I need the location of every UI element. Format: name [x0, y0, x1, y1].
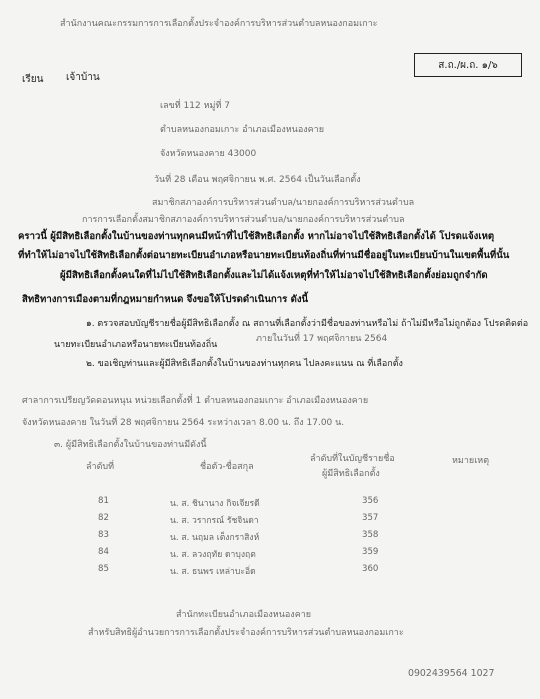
address-line-1: เลขที่ 112 หมู่ที่ 7 [160, 101, 230, 111]
table-row [0, 513, 540, 529]
footer-phone: 0902439564 1027 [408, 668, 495, 679]
salutation-label: เรียน [22, 74, 44, 85]
col-header-note: หมายเหตุ [452, 456, 490, 466]
address-line-3: จังหวัดหนองคาย 43000 [160, 149, 257, 159]
row-no: 82 [98, 513, 109, 523]
address-line-2: ตำบลหนองกอมเกาะ อำเภอเมืองหนองคาย [160, 125, 324, 135]
election-date-line: วันที่ 28 เดือน พฤศจิกายน พ.ศ. 2564 เป็นวันเลือกตั้ง [154, 175, 361, 185]
row-no: 85 [98, 564, 109, 574]
col-header-seq-2: ผู้มีสิทธิเลือกตั้ง [322, 469, 380, 479]
row-seq: 359 [362, 547, 379, 557]
row-seq: 358 [362, 530, 379, 540]
venue-line-2: จังหวัดหนองคาย ในวันที่ 28 พฤศจิกายน 2564 ระหว่างเวลา 8.00 น. ถึง 17.00 น. [22, 418, 345, 428]
col-header-no: ลำดับที่ [86, 462, 115, 472]
instruction-1a: ๑. ตรวจสอบบัญชีรายชื่อผู้มีสิทธิเลือกตั้ง ณ สถานที่เลือกตั้งว่ามีชื่อของท่านหรือไม่ ถ้าไม่มีหรือไม่ถูกต้อง โปรดติดต่อ [86, 319, 529, 329]
row-seq: 357 [362, 513, 379, 523]
notice-line-5: สิทธิทางการเมืองตามที่กฎหมายกำหนด จึงขอให้โปรดดำเนินการ ดังนี้ [22, 294, 309, 305]
salutation-name: เจ้าบ้าน [66, 72, 100, 83]
form-code: ส.ถ./ผ.ถ. ๑/๖ [438, 59, 498, 71]
notice-line-2: คราวนี้ ผู้มีสิทธิเลือกตั้งในบ้านของท่านทุกคนมีหน้าที่ไปใช้สิทธิเลือกตั้ง หากไม่อาจไปใช้สิทธิเลือกตั้งได้ โปรดแจ้งเหตุ [18, 231, 495, 242]
form-code-box [414, 53, 522, 77]
row-name: น. ส. นฤมล เต็งกราสิงห์ [170, 533, 260, 543]
row-name: น. ส. ธนพร เหล่าบะอิ่ด [170, 567, 256, 577]
instruction-1b: นายทะเบียนอำเภอหรือนายทะเบียนท้องถิ่น [54, 340, 218, 350]
instruction-2: ๒. ขอเชิญท่านและผู้มีสิทธิเลือกตั้งในบ้านของท่านทุกคน ไปลงคะแนน ณ ที่เลือกตั้ง [86, 359, 403, 369]
table-row [0, 564, 540, 580]
row-name: น. ส. ลวงฤทัย ดาบุงฤต [170, 550, 256, 560]
col-header-name: ชื่อตัว-ชื่อสกุล [200, 462, 254, 472]
venue-line-1: ศาลาการเปรียญวัดดอนหนุน หน่วยเลือกตั้งที่ 1 ตำบลหนองกอมเกาะ อำเภอเมืองหนองคาย [22, 396, 369, 406]
notice-line-4: ผู้มีสิทธิเลือกตั้งคนใดที่ไม่ไปใช้สิทธิเลือกตั้งและไม่ได้แจ้งเหตุที่ทำให้ไม่อาจไปใช้สิทธิเลือกตั้งย่อมถูกจำกัด [60, 270, 488, 281]
row-seq: 360 [362, 564, 379, 574]
voters-list-heading: ๓. ผู้มีสิทธิเลือกตั้งในบ้านของท่านมีดังนี้ [54, 440, 207, 450]
instruction-1c-deadline: ภายในวันที่ 17 พฤศจิกายน 2564 [256, 334, 388, 344]
row-name: น. ส. ชินานาง กิจเจียรดี [170, 499, 260, 509]
row-no: 83 [98, 530, 109, 540]
notice-line-3: ที่ทำให้ไม่อาจไปใช้สิทธิเลือกตั้งต่อนายทะเบียนอำเภอหรือนายทะเบียนท้องถิ่นที่ท่านมีชื่ออยู่ในทะเบียนบ้านในเขตพื้นที่นั้น [18, 250, 510, 261]
row-no: 81 [98, 496, 109, 506]
footer-signatory: สำหรับสิทธิผู้อำนวยการการเลือกตั้งประจำองค์การบริหารส่วนตำบลหนองกอมเกาะ [88, 628, 404, 638]
election-type-line: สมาชิกสภาองค์การบริหารส่วนตำบล/นายกองค์การบริหารส่วนตำบล [152, 198, 415, 208]
row-name: น. ส. วรากรณ์ รัชจินดา [170, 516, 259, 526]
table-row [0, 530, 540, 546]
col-header-seq-1: ลำดับที่ในบัญชีรายชื่อ [310, 454, 395, 464]
table-row [0, 496, 540, 512]
notice-line-1: การการเลือกตั้งสมาชิกสภาองค์การบริหารส่วนตำบล/นายกองค์การบริหารส่วนตำบล [82, 215, 405, 225]
row-seq: 356 [362, 496, 379, 506]
table-row [0, 547, 540, 563]
footer-office: สำนักทะเบียนอำเภอเมืองหนองคาย [176, 610, 312, 620]
agency-title: สำนักงานคณะกรรมการการเลือกตั้งประจำองค์การบริหารส่วนตำบลหนองกอมเกาะ [60, 19, 378, 29]
row-no: 84 [98, 547, 109, 557]
